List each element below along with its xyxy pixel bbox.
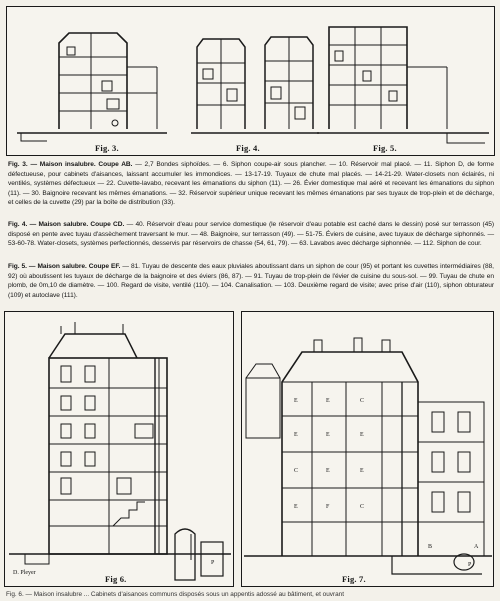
fig7-room-letters	[294, 398, 479, 568]
fig3-section-drawing	[17, 33, 167, 141]
fig3-caption-title: — Maison insalubre. Coupe AB.	[30, 161, 133, 168]
svg-text:E: E	[294, 432, 298, 438]
svg-text:C: C	[294, 468, 299, 474]
svg-text:B: B	[428, 544, 433, 550]
fig4-caption	[8, 220, 494, 249]
footer-caption-fragment: Fig. 6. — Maison insalubre ... Cabinets d'aisances communs disposés sous un appentis adossé au bâtiment, et ouvrant	[6, 591, 344, 598]
fig4-caption-title: — Maison salubre. Coupe CD.	[29, 221, 125, 228]
sections-drawing	[7, 7, 496, 157]
svg-text:C: C	[360, 504, 365, 510]
svg-text:E: E	[326, 398, 330, 404]
fig6-letter-p: P	[211, 560, 215, 566]
fig5-label: Fig. 5.	[373, 143, 397, 153]
fig7-drawing	[242, 312, 495, 588]
fig3-caption	[8, 160, 494, 208]
fig4-caption-body: — 40. Réservoir d'eau pour service domestique (le réservoir d'eau potable est caché dans le dessin) posé sur terrasson (45) disposé en pente avec tuyau d'assèchement traversant le mur. — 48. Baignoire, sur terrasson (49). — 51-75. Éviers de cuisine, avec tuyaux de décharge siphonnés. — 53-60-78. Water-closets, systèmes perfectionnés, desservis par réservoirs de chasse (54, 61, 79). — 63. Lavabos avec décharge siphonnée. — 112. Siphon de cour.	[8, 221, 494, 248]
fig3-label: Fig. 3.	[95, 143, 119, 153]
fig3-caption-ref: Fig. 3.	[8, 161, 28, 168]
fig5-section-drawing	[317, 27, 489, 143]
svg-text:E: E	[294, 398, 298, 404]
fig5-caption-title: — Maison salubre. Coupe EF.	[28, 263, 121, 270]
fig3-caption-body: — 2,7 Bondes siphoïdes. — 6. Siphon coupe-air sous plancher. — 10. Réservoir mal placé. — 11. Siphon D, de forme défectueuse, pour cabinets d'aisances, laissant accumuler les immondices. — 13-17-19. Tuyaux de chute mal placés. — 14-21-29. Water-closets non éclairés, ni ventilés, systèmes défectueux — 22. Cuvette-lavabo, recevant les émanations du siphon (11). — 26. Évier domestique mal aéré et recevant les émanations du siphon (11). — 30. Baignoire recevant les mêmes émanations. — 32. Réservoir supérieur unique recevant les mêmes émanations par ses tuyaux de trop-plein et de décharge, et celles de la cuvette (29) par la boîte de distribution (33).	[8, 161, 494, 207]
fig5-caption-ref: Fig. 5.	[8, 263, 27, 270]
fig4-caption-ref: Fig. 4.	[8, 221, 28, 228]
fig4-label: Fig. 4.	[236, 143, 260, 153]
fig6-label: Fig 6.	[105, 574, 127, 584]
svg-text:E: E	[360, 432, 364, 438]
fig4-section-drawing	[191, 37, 319, 133]
fig5-caption	[8, 262, 494, 300]
fig6-drawing	[5, 312, 235, 588]
svg-text:E: E	[326, 432, 330, 438]
fig6-panel	[4, 311, 234, 587]
svg-text:C: C	[360, 398, 365, 404]
svg-text:E: E	[294, 504, 298, 510]
svg-text:E: E	[360, 468, 364, 474]
fig7-panel	[241, 311, 494, 587]
svg-text:A: A	[474, 544, 479, 550]
fig5-caption-body: — 81. Tuyau de descente des eaux pluviales aboutissant dans un siphon de cour (95) et portant les cuvettes intermédiaires (88, 92) où aboutissent les tuyaux de décharge de la baignoire et des éviers (86, 87). — 91. Tuyau de trop-plein de l'évier de cuisine du sous-sol. — 99. Tuyau de chute en plomb, de 0m,10 de diamètre. — 100. Regard de visite, ventilé (110). — 104. Canalisation. — 103. Deuxième regard de visite; avec prise d'air (110), siphon obturateur (109) et autoclave (111).	[8, 263, 494, 299]
fig6-signature: D. Pleyer	[13, 570, 36, 576]
svg-text:E: E	[326, 468, 330, 474]
svg-text:P: P	[468, 562, 472, 568]
figures-3-4-5-panel	[6, 6, 495, 156]
svg-text:F: F	[326, 504, 330, 510]
fig7-label: Fig. 7.	[342, 574, 366, 584]
